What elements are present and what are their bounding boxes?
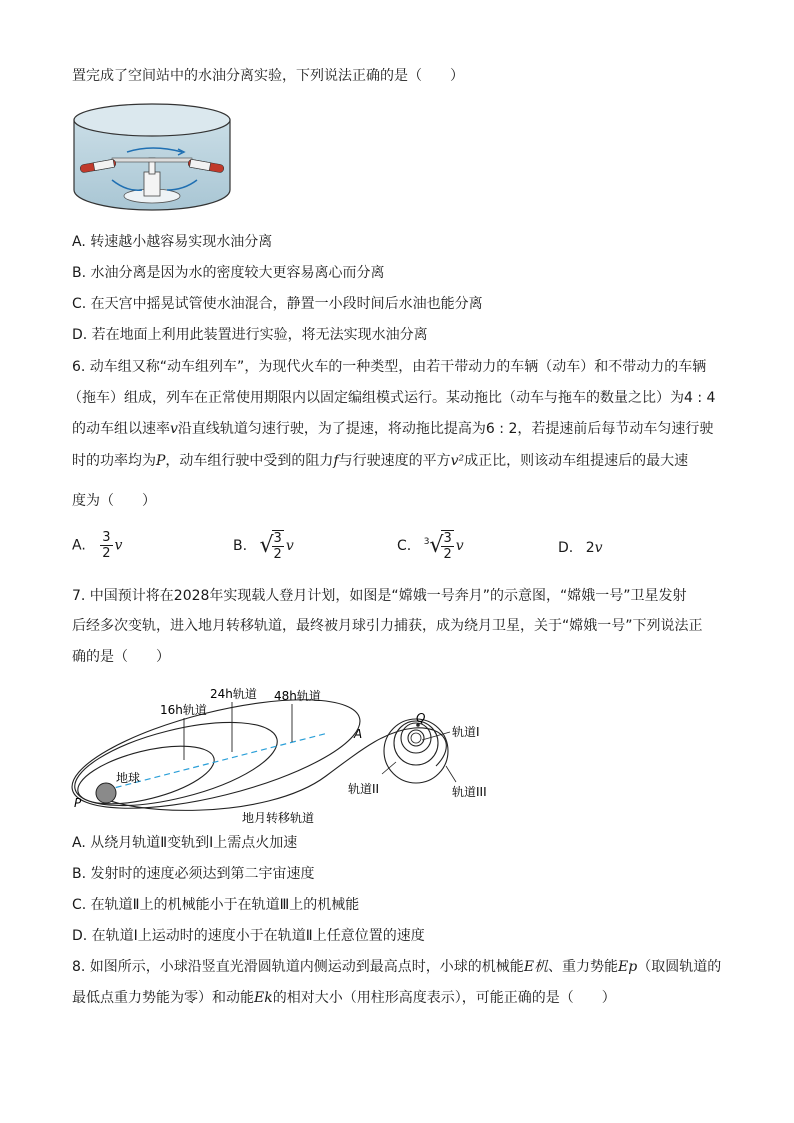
label-orbit-II: 轨道II xyxy=(348,782,380,796)
frac-b: $\frac{3}{2}$ xyxy=(273,531,282,562)
q7-line-1: 7. 中国预计将在2028年实现载人登月计划，如图是“嫦娥一号奔月”的示意图，“嫦娥一号”卫星发射 xyxy=(72,588,687,604)
option-c-v: v xyxy=(455,538,464,554)
orbit-III xyxy=(384,719,448,783)
label-earth: 地球 xyxy=(116,771,141,785)
q6-line-2: （拖车）组成，列车在正常使用期限内以固定编组模式运行。某动拖比（动车与拖车的数量之比）为4 : 4 xyxy=(68,390,716,406)
q5-stem: 置完成了空间站中的水油分离实验，下列说法正确的是（ ） xyxy=(72,68,464,84)
q5-option-b: B. 水油分离是因为水的密度较大更容易离心而分离 xyxy=(72,265,385,281)
q6-line-4d: 成正比，则该动车组提速后的最大速 xyxy=(464,453,689,469)
cbrt-icon: √ xyxy=(429,533,444,558)
frac-c: $\frac{3}{2}$ xyxy=(443,531,452,562)
q6-option-b xyxy=(233,530,294,562)
q5-option-d: D. 若在地面上利用此装置进行实验，将无法实现水油分离 xyxy=(72,327,428,343)
q6-option-a xyxy=(72,530,122,561)
moon-icon xyxy=(411,733,421,743)
root-index: 3 xyxy=(423,537,430,548)
earth-icon xyxy=(96,783,116,803)
frac-a: $\frac{3}{2}$ xyxy=(102,530,111,561)
q6-option-d xyxy=(558,538,603,558)
var-f: f xyxy=(333,453,339,469)
q6-line-4a: 时的功率均为 xyxy=(72,453,156,469)
q6-line-4c: 与行驶速度的平方 xyxy=(338,453,451,469)
q6-line-4 xyxy=(72,451,688,471)
q8-line-1a: 8. 如图所示，小球沿竖直光滑圆轨道内侧运动到最高点时，小球的机械能 xyxy=(72,959,524,975)
q8-line-2 xyxy=(72,988,616,1008)
label-24h: 24h轨道 xyxy=(210,687,257,701)
q7-line-2: 后经多次变轨，进入地月转移轨道，最终被月球引力捕获，成为绕月卫星，关于“嫦娥一号”下列说法正 xyxy=(72,618,703,634)
label-transfer: 地月转移轨道 xyxy=(242,811,315,825)
var-P: P xyxy=(156,453,166,469)
q7-option-d: D. 在轨道Ⅰ上运动时的速度小于在轨道Ⅱ上任意位置的速度 xyxy=(72,928,425,944)
orbit-diagram xyxy=(66,676,506,828)
q6-line-3 xyxy=(72,419,713,439)
q6-line-4b: ，动车组行驶中受到的阻力 xyxy=(165,453,334,469)
option-c-label: C. xyxy=(397,538,412,554)
q8-line-1b: 、重力势能 xyxy=(548,959,619,975)
label-P: P xyxy=(74,796,82,810)
q8-line-1 xyxy=(72,957,721,977)
q6-option-c xyxy=(397,530,464,562)
q8-line-2b: 的相对大小（用柱形高度表示），可能正确的是（ ） xyxy=(272,990,616,1006)
centrifuge-figure xyxy=(72,100,232,215)
sqrt-icon: √ xyxy=(259,533,274,558)
var-v: v xyxy=(170,421,178,437)
q8-line-2a: 最低点重力势能为零）和动能 xyxy=(72,990,254,1006)
q5-option-a: A. 转速越小越容易实现水油分离 xyxy=(72,234,273,250)
label-orbit-III: 轨道III xyxy=(452,785,487,799)
label-16h: 16h轨道 xyxy=(160,703,207,717)
q7-option-c: C. 在轨道Ⅱ上的机械能小于在轨道Ⅲ上的机械能 xyxy=(72,897,360,913)
q8-line-1c: （取圆轨道的 xyxy=(637,959,722,975)
option-b-v: v xyxy=(285,538,294,554)
var-v2: v² xyxy=(450,453,465,469)
q7-option-a: A. 从绕月轨道Ⅱ变轨到Ⅰ上需点火加速 xyxy=(72,835,298,851)
q6-line-3b: 沿直线轨道匀速行驶，为了提速，将动拖比提高为6 : 2，若提速前后每节动车匀速行驶 xyxy=(177,421,714,437)
option-d-value: 2 xyxy=(585,540,595,556)
label-Q: Q xyxy=(416,711,426,725)
label-A: A xyxy=(354,727,363,741)
option-b-label: B. xyxy=(233,538,248,554)
label-orbit-I: 轨道I xyxy=(452,725,480,739)
q7-option-b: B. 发射时的速度必须达到第二宇宙速度 xyxy=(72,866,315,882)
q6-line-5: 度为（ ） xyxy=(72,493,156,509)
q5-option-c: C. 在天宫中摇晃试管使水油混合，静置一小段时间后水油也能分离 xyxy=(72,296,483,312)
option-d-v: v xyxy=(594,540,603,556)
label-48h: 48h轨道 xyxy=(274,689,321,703)
var-Em: E机 xyxy=(523,959,549,975)
option-a-label: A. xyxy=(72,537,86,554)
option-a-v: v xyxy=(114,537,123,554)
option-d-label: D. xyxy=(558,540,574,556)
q7-line-3: 确的是（ ） xyxy=(72,649,170,665)
q6-line-1: 6. 动车组又称“动车组列车”，为现代火车的一种类型，由若干带动力的车辆（动车）和不带动力的车辆 xyxy=(72,359,707,375)
q6-line-3a: 的动车组以速率 xyxy=(72,421,170,437)
var-Ek: Ek xyxy=(254,990,273,1006)
var-Ep: Ep xyxy=(618,959,638,975)
